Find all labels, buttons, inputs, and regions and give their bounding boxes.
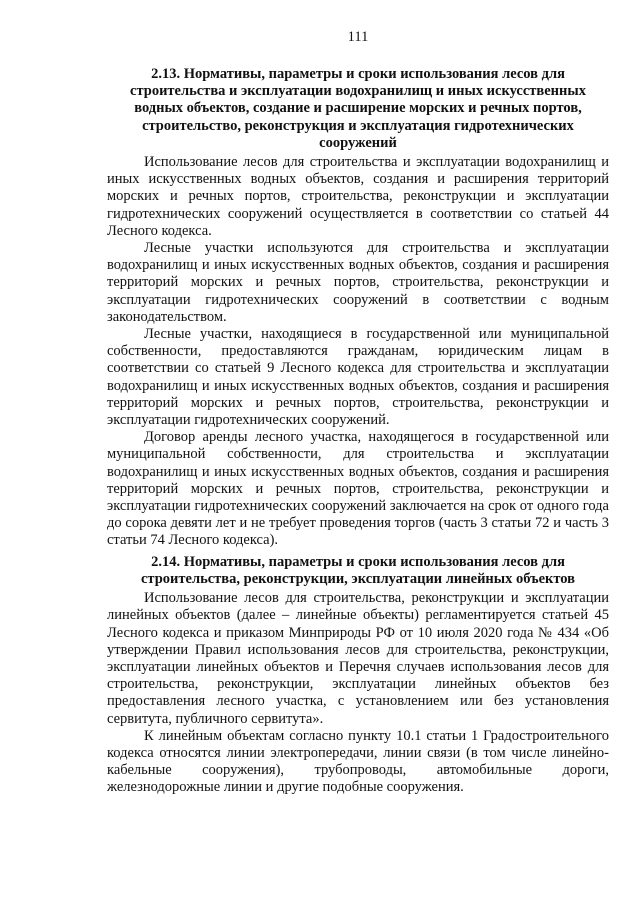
section-2-13 bbox=[107, 66, 609, 550]
paragraph: Лесные участки, находящиеся в государственной или муниципальной собственности, предоставляются гражданам, юридическим лицам в соответствии со статьей 9 Лесного кодекса для строительства и эксплуатации водохранилищ и иных искусственных водных объектов, создания и расширения территорий морских и речных портов, строительства, реконструкции и эксплуатации гидротехнических сооружений. bbox=[107, 326, 609, 429]
section-heading: 2.14. Нормативы, параметры и сроки использования лесов для строительства, реконструкции, эксплуатации линейных объектов bbox=[140, 553, 576, 587]
paragraph: К линейным объектам согласно пункту 10.1 статьи 1 Градостроительного кодекса относятся линии электропередачи, линии связи (в том числе линейно-кабельные сооружения), трубопроводы, автомобильные дороги, железнодорожные линии и другие подобные сооружения. bbox=[107, 727, 609, 796]
paragraph: Лесные участки используются для строительства и эксплуатации водохранилищ и иных искусственных водных объектов, создания и расширения территорий морских и речных портов, строительства, реконструкции и эксплуатации гидротехнических сооружений в соответствии с водным законодательством. bbox=[107, 240, 609, 325]
paragraph: Использование лесов для строительства и эксплуатации водохранилищ и иных искусственных водных объектов, создания и расширения территорий морских и речных портов, строительства, реконструкции и эксплуатации гидротехнических сооружений осуществляется в соответствии со статьей 44 Лесного кодекса. bbox=[107, 154, 609, 239]
paragraph: Договор аренды лесного участка, находящегося в государственной или муниципальной собственности, для строительства и эксплуатации водохранилищ и иных искусственных водных объектов, создания и расширения территорий морских и речных портов, строительства, реконструкции и эксплуатации гидротехнических сооружений заключается на срок от одного года до сорока девяти лет и не требует проведения торгов (часть 3 статьи 72 и часть 3 статьи 74 Лесного кодекса). bbox=[107, 429, 609, 549]
paragraph: Использование лесов для строительства, реконструкции и эксплуатации линейных объектов (далее – линейные объекты) регламентируется статьей 45 Лесного кодекса и приказом Минприроды РФ от 10 июля 2020 года № 434 «Об утверждении Правил использования лесов для строительства, реконструкции, эксплуатации линейных объектов и Перечня случаев использования лесов для строительства, реконструкции, эксплуатации линейных объектов без предоставления лесного участка, с установлением или без установления сервитута, публичного сервитута». bbox=[107, 590, 609, 727]
section-heading: 2.13. Нормативы, параметры и сроки использования лесов для строительства и эксплуатации водохранилищ и иных искусственных водных объектов, создание и расширение морских и речных портов, строительство, реконструкция и эксплуатация гидротехнических сооружений bbox=[130, 66, 586, 151]
page-number: 111 bbox=[347, 29, 369, 45]
document-page bbox=[107, 28, 609, 797]
section-2-14 bbox=[107, 554, 609, 797]
